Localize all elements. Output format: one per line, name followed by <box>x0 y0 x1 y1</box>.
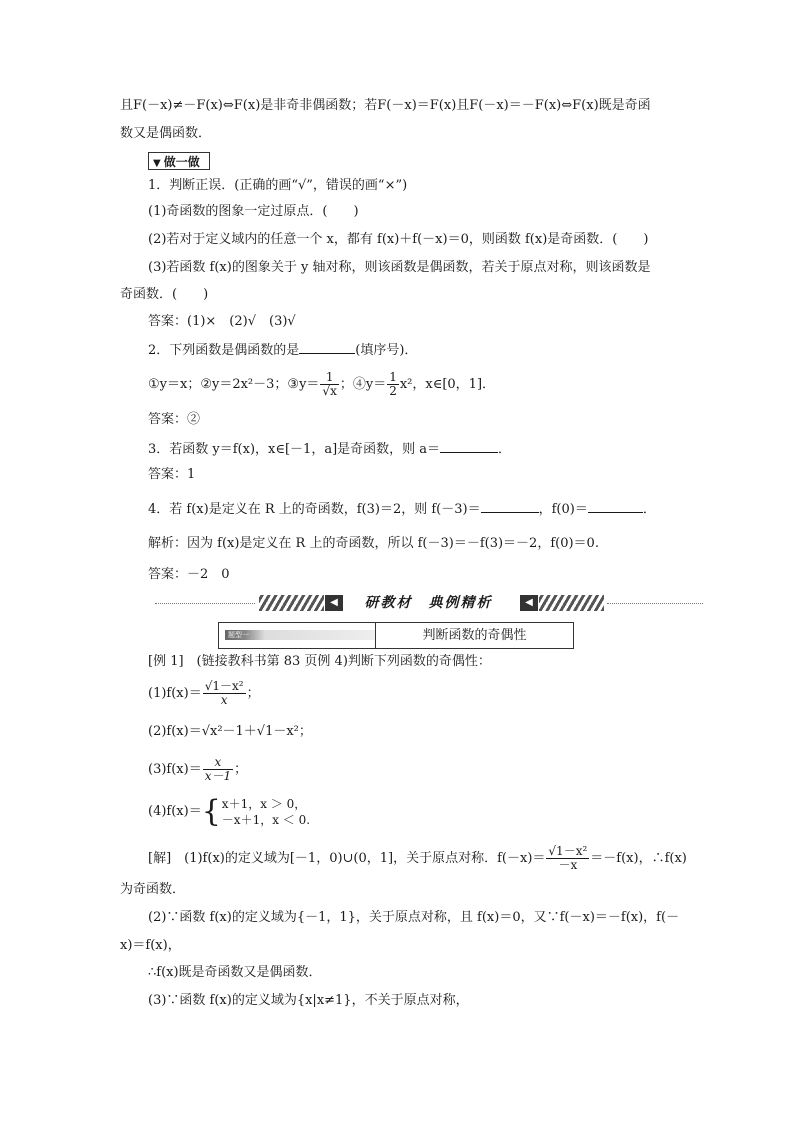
example-item-3 <box>148 752 247 788</box>
topic-title: 判断函数的奇偶性 <box>422 628 527 643</box>
q4-stem-mid: ，f(0)＝ <box>538 502 588 517</box>
q4-stem-text: 4．若 f(x)是定义在 R 上的奇函数，f(3)＝2，则 f(－3)＝ <box>148 502 481 517</box>
piecewise-cases <box>222 796 310 828</box>
q2-option-text: ；④y＝ <box>339 377 387 392</box>
solution-line-4: x)＝f(x)， <box>120 938 181 953</box>
q1-item-1: (1)奇函数的图象一定过原点．( ) <box>148 204 359 219</box>
q2-stem <box>148 339 417 361</box>
fraction-denominator: x <box>220 693 228 707</box>
q2-option-text: x²，x∈[0，1]． <box>399 377 496 392</box>
practice-badge <box>148 152 210 170</box>
fraction-numerator: 1 <box>320 371 338 385</box>
solution-line-6: (3)∵函数 f(x)的定义域为{x|x≠1}，不关于原点对称， <box>148 993 469 1008</box>
q2-options <box>148 368 495 402</box>
q4-stem-end: ． <box>642 502 656 517</box>
practice-badge-label: 做一做 <box>163 155 200 169</box>
solution-line-5: ∴f(x)既是奇函数又是偶函数． <box>148 965 322 980</box>
q3-stem-end: ． <box>498 442 512 457</box>
fraction <box>203 680 246 707</box>
divider <box>607 603 703 604</box>
fraction-denominator: x－1 <box>204 769 232 783</box>
triangle-down-icon: ▼ <box>153 158 161 169</box>
q1-answer: 答案：(1)× (2)√ (3)√ <box>148 314 296 329</box>
solution-line-3: (2)∵函数 f(x)的定义域为{－1，1}，关于原点对称，且 f(x)＝0，又∵f(－x)＝－f(x)，f(－ <box>148 910 680 925</box>
topic-tag: 题型一 <box>225 630 375 640</box>
q2-answer: 答案：② <box>148 412 201 427</box>
answer-blank[interactable] <box>440 438 498 453</box>
q1-stem: 1．判断正误．(正确的画“√”，错误的画“×”) <box>148 178 408 193</box>
fraction-numerator: x <box>203 756 233 770</box>
fraction-numerator: √1－x² <box>548 844 588 858</box>
fraction <box>546 845 589 872</box>
q4-answer: 答案：－2 0 <box>148 567 230 582</box>
fraction <box>203 756 233 783</box>
solution-text: [解] (1)f(x)的定义域为[－1，0)∪(0，1]，关于原点对称．f(－x)＝ <box>148 851 546 866</box>
example-text: (4)f(x)＝ <box>148 804 202 819</box>
decorative-stripe <box>539 595 604 611</box>
q3-stem <box>148 438 511 460</box>
answer-blank[interactable] <box>481 498 539 513</box>
solution-line-2: 为奇函数． <box>120 882 186 897</box>
example-heading: [例 1] (链接教科书第 83 页例 4)判断下列函数的奇偶性： <box>148 654 491 669</box>
q1-item-3-line-2: 奇函数．( ) <box>120 287 209 302</box>
fraction-denominator: －x <box>558 858 578 872</box>
fraction-denominator: √x <box>322 384 337 398</box>
example-item-2: (2)f(x)＝√x²－1＋√1－x²； <box>148 724 312 739</box>
solution-line-1 <box>148 842 687 876</box>
q2-stem-text: 2．下列函数是偶函数的是 <box>148 343 300 358</box>
example-text: (3)f(x)＝ <box>148 762 202 777</box>
section-title: 研教材 典例精析 <box>364 595 493 611</box>
q4-analysis: 解析：因为 f(x)是定义在 R 上的奇函数，所以 f(－3)＝－f(3)＝－2，f(0)＝0. <box>148 536 599 551</box>
q4-stem <box>148 498 656 520</box>
piecewise-case: －x＋1，x ＜ 0. <box>221 812 311 827</box>
arrow-left-icon: ◀ <box>520 595 538 611</box>
fraction <box>387 371 399 398</box>
q2-option-text: ①y＝x；②y＝2x²－3；③y＝ <box>148 377 320 392</box>
intro-line-2: 数又是偶函数． <box>120 126 212 141</box>
decorative-stripe <box>259 595 324 611</box>
example-text: (1)f(x)＝ <box>148 686 202 701</box>
section-banner <box>155 592 703 616</box>
intro-line-1: 且F(－x)≠－F(x)⇔F(x)是非奇非偶函数；若F(－x)＝F(x)且F(－x)＝－F(x)⇔F(x)既是奇函 <box>120 98 651 113</box>
q3-stem-text: 3．若函数 y＝f(x)，x∈[－1，a]是奇函数，则 a＝ <box>148 442 441 457</box>
divider <box>155 603 255 604</box>
example-text: ； <box>234 762 248 777</box>
answer-blank[interactable] <box>588 498 643 513</box>
answer-blank[interactable] <box>299 339 355 354</box>
fraction <box>320 371 338 398</box>
topic-box <box>218 622 574 649</box>
example-item-4 <box>148 794 310 830</box>
arrow-left-icon: ◀ <box>325 595 343 611</box>
q1-item-3-line-1: (3)若函数 f(x)的图象关于 y 轴对称，则该函数是偶函数，若关于原点对称，则该函数是 <box>148 260 651 275</box>
fraction-numerator: 1 <box>389 370 397 384</box>
piecewise-case: x＋1，x ＞ 0， <box>221 796 307 811</box>
example-item-1 <box>148 676 260 712</box>
fraction-numerator: √1－x² <box>204 679 244 693</box>
fraction-denominator: 2 <box>389 384 397 398</box>
q1-item-2: (2)若对于定义域内的任意一个 x，都有 f(x)＋f(－x)＝0，则函数 f(x)是奇函数．( ) <box>148 232 649 247</box>
left-brace-icon: { <box>201 793 221 829</box>
solution-text: ＝－f(x)，∴f(x) <box>590 851 687 866</box>
example-text: ； <box>246 686 260 701</box>
q2-stem-end: (填序号)． <box>355 343 418 358</box>
q3-answer: 答案：1 <box>148 467 196 482</box>
